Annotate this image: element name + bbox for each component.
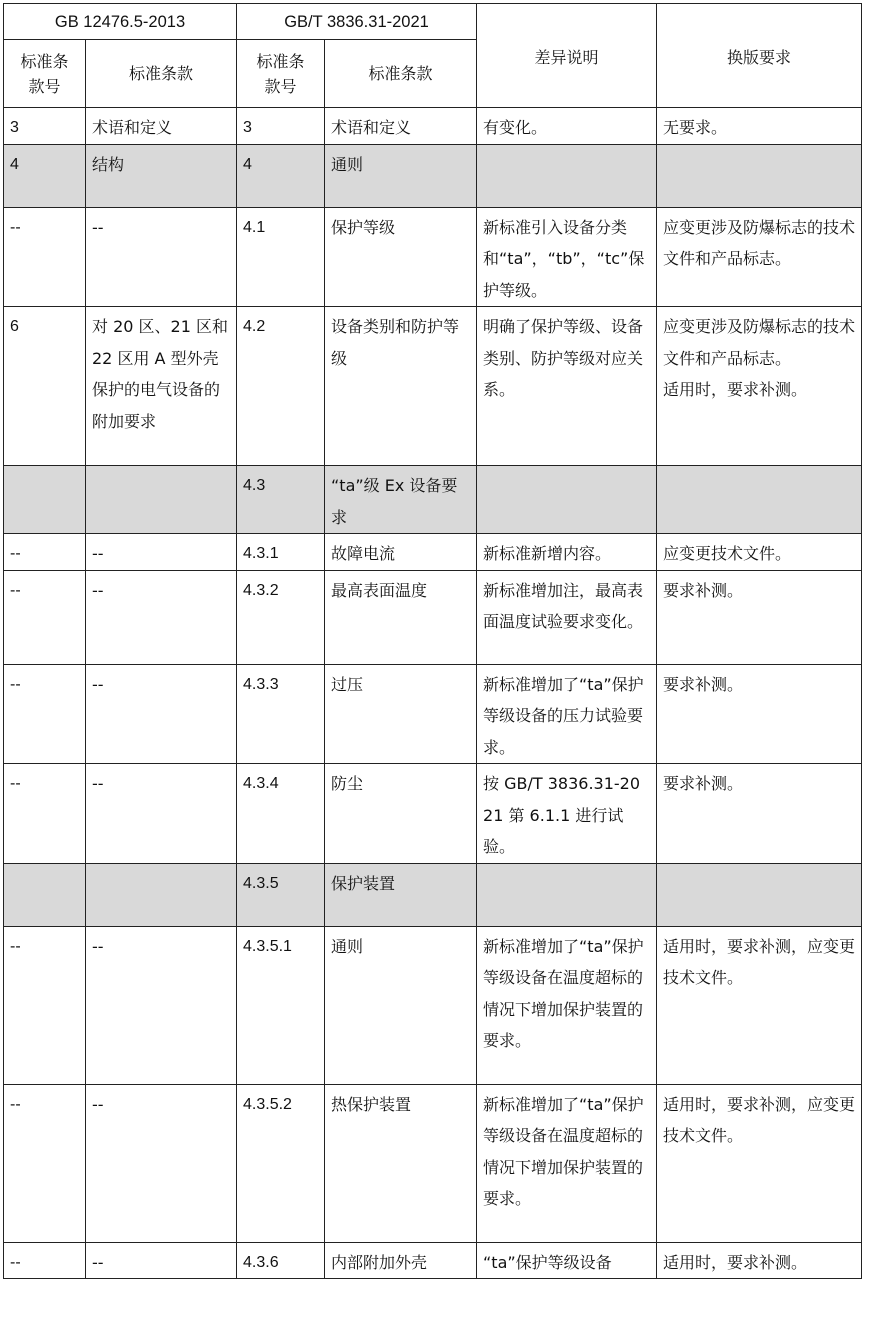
requirement-cell: 要求补测。 (657, 664, 862, 764)
diff-cell (477, 144, 657, 207)
diff-cell: 新标准新增内容。 (477, 534, 657, 571)
old-clause-no-cell: -- (4, 926, 86, 1084)
new-clause-no-cell: 4.3.5.2 (237, 1084, 325, 1242)
old-clause-name-cell: -- (86, 1084, 237, 1242)
old-clause-no-cell: 6 (4, 307, 86, 466)
diff-cell: 新标准增加了“ta”保护等级设备在温度超标的情况下增加保护装置的要求。 (477, 1084, 657, 1242)
old-clause-name-cell: -- (86, 1242, 237, 1279)
old-clause-name-cell (86, 863, 237, 926)
new-clause-name-cell: “ta”级 Ex 设备要求 (325, 466, 477, 534)
diff-cell (477, 863, 657, 926)
old-clause-no-cell: -- (4, 570, 86, 664)
new-clause-no-cell: 4.3.2 (237, 570, 325, 664)
new-clause-name-cell: 保护等级 (325, 207, 477, 307)
new-clause-name-cell: 保护装置 (325, 863, 477, 926)
requirement-cell: 应变更涉及防爆标志的技术文件和产品标志。 (657, 207, 862, 307)
table-row (4, 863, 862, 926)
table-row (4, 307, 862, 466)
new-clause-name-cell: 过压 (325, 664, 477, 764)
diff-cell: 新标准增加了“ta”保护等级设备在温度超标的情况下增加保护装置的要求。 (477, 926, 657, 1084)
table-row (4, 570, 862, 664)
requirement-cell: 应变更涉及防爆标志的技术文件和产品标志。 适用时，要求补测。 (657, 307, 862, 466)
requirement-header: 换版要求 (657, 4, 862, 108)
old-clause-name-cell: -- (86, 207, 237, 307)
table-row (4, 207, 862, 307)
new-clause-name-cell: 通则 (325, 144, 477, 207)
new-clause-name-cell: 设备类别和防护等级 (325, 307, 477, 466)
new-clause-no-cell: 4.3.5.1 (237, 926, 325, 1084)
requirement-cell: 要求补测。 (657, 570, 862, 664)
new-clause-name-cell: 通则 (325, 926, 477, 1084)
new-clause-name-cell: 最高表面温度 (325, 570, 477, 664)
new-clause-no-cell: 4.1 (237, 207, 325, 307)
old-clause-name-cell: -- (86, 764, 237, 864)
diff-cell: 有变化。 (477, 108, 657, 145)
table-row (4, 534, 862, 571)
diff-cell: 新标准增加注，最高表面温度试验要求变化。 (477, 570, 657, 664)
new-clause-name-cell: 内部附加外壳 (325, 1242, 477, 1279)
old-clause-no-cell (4, 466, 86, 534)
table-row (4, 926, 862, 1084)
old-clause-no-cell: 3 (4, 108, 86, 145)
old-clause-name-cell: -- (86, 570, 237, 664)
diff-cell: 新标准引入设备分类和“ta”，“tb”，“tc”保护等级。 (477, 207, 657, 307)
old-clause-no-cell: -- (4, 1242, 86, 1279)
new-clause-no-cell: 4.3.4 (237, 764, 325, 864)
new-clause-no-cell: 4.3 (237, 466, 325, 534)
diff-cell: 明确了保护等级、设备类别、防护等级对应关系。 (477, 307, 657, 466)
new-clause-no-cell: 4.3.6 (237, 1242, 325, 1279)
old-clause-no-cell: -- (4, 534, 86, 571)
table-row (4, 108, 862, 145)
clause-comparison-table (3, 3, 862, 1279)
header-row-standards (4, 4, 862, 40)
old-clause-no-cell: -- (4, 764, 86, 864)
diff-cell: 按 GB/T 3836.31-2021 第 6.1.1 进行试验。 (477, 764, 657, 864)
new-clause-no-cell: 4.3.1 (237, 534, 325, 571)
requirement-cell (657, 466, 862, 534)
table-row (4, 466, 862, 534)
table-row (4, 144, 862, 207)
old-standard-header: GB 12476.5-2013 (4, 4, 237, 40)
table-row (4, 664, 862, 764)
requirement-cell (657, 863, 862, 926)
requirement-cell (657, 144, 862, 207)
new-clause-name-cell: 术语和定义 (325, 108, 477, 145)
new-clause-name-cell: 防尘 (325, 764, 477, 864)
table-row (4, 1242, 862, 1279)
old-clause-no-cell: -- (4, 664, 86, 764)
old-clause-name-cell: -- (86, 664, 237, 764)
old-clause-header: 标准条款 (86, 40, 237, 108)
table-row (4, 764, 862, 864)
diff-cell: “ta”保护等级设备 (477, 1242, 657, 1279)
new-clause-no-cell: 4.3.5 (237, 863, 325, 926)
old-clause-name-cell (86, 466, 237, 534)
old-clause-no-cell: 4 (4, 144, 86, 207)
diff-header: 差异说明 (477, 4, 657, 108)
new-clause-no-cell: 3 (237, 108, 325, 145)
old-clause-name-cell: 对 20 区、21 区和 22 区用 A 型外壳保护的电气设备的附加要求 (86, 307, 237, 466)
old-clause-no-cell: -- (4, 1084, 86, 1242)
requirement-cell: 适用时，要求补测，应变更技术文件。 (657, 1084, 862, 1242)
requirement-cell: 无要求。 (657, 108, 862, 145)
old-clause-no-cell (4, 863, 86, 926)
new-clause-no-cell: 4 (237, 144, 325, 207)
new-clause-no-header: 标准条 款号 (237, 40, 325, 108)
old-clause-name-cell: -- (86, 926, 237, 1084)
old-clause-name-cell: 结构 (86, 144, 237, 207)
new-standard-header: GB/T 3836.31-2021 (237, 4, 477, 40)
new-clause-name-cell: 热保护装置 (325, 1084, 477, 1242)
new-clause-no-cell: 4.2 (237, 307, 325, 466)
diff-cell: 新标准增加了“ta”保护等级设备的压力试验要求。 (477, 664, 657, 764)
requirement-cell: 适用时，要求补测，应变更技术文件。 (657, 926, 862, 1084)
new-clause-no-cell: 4.3.3 (237, 664, 325, 764)
new-clause-name-cell: 故障电流 (325, 534, 477, 571)
diff-cell (477, 466, 657, 534)
table-row (4, 1084, 862, 1242)
old-clause-name-cell: -- (86, 534, 237, 571)
old-clause-no-header: 标准条 款号 (4, 40, 86, 108)
requirement-cell: 适用时，要求补测。 (657, 1242, 862, 1279)
old-clause-name-cell: 术语和定义 (86, 108, 237, 145)
requirement-cell: 要求补测。 (657, 764, 862, 864)
old-clause-no-cell: -- (4, 207, 86, 307)
new-clause-header: 标准条款 (325, 40, 477, 108)
requirement-cell: 应变更技术文件。 (657, 534, 862, 571)
